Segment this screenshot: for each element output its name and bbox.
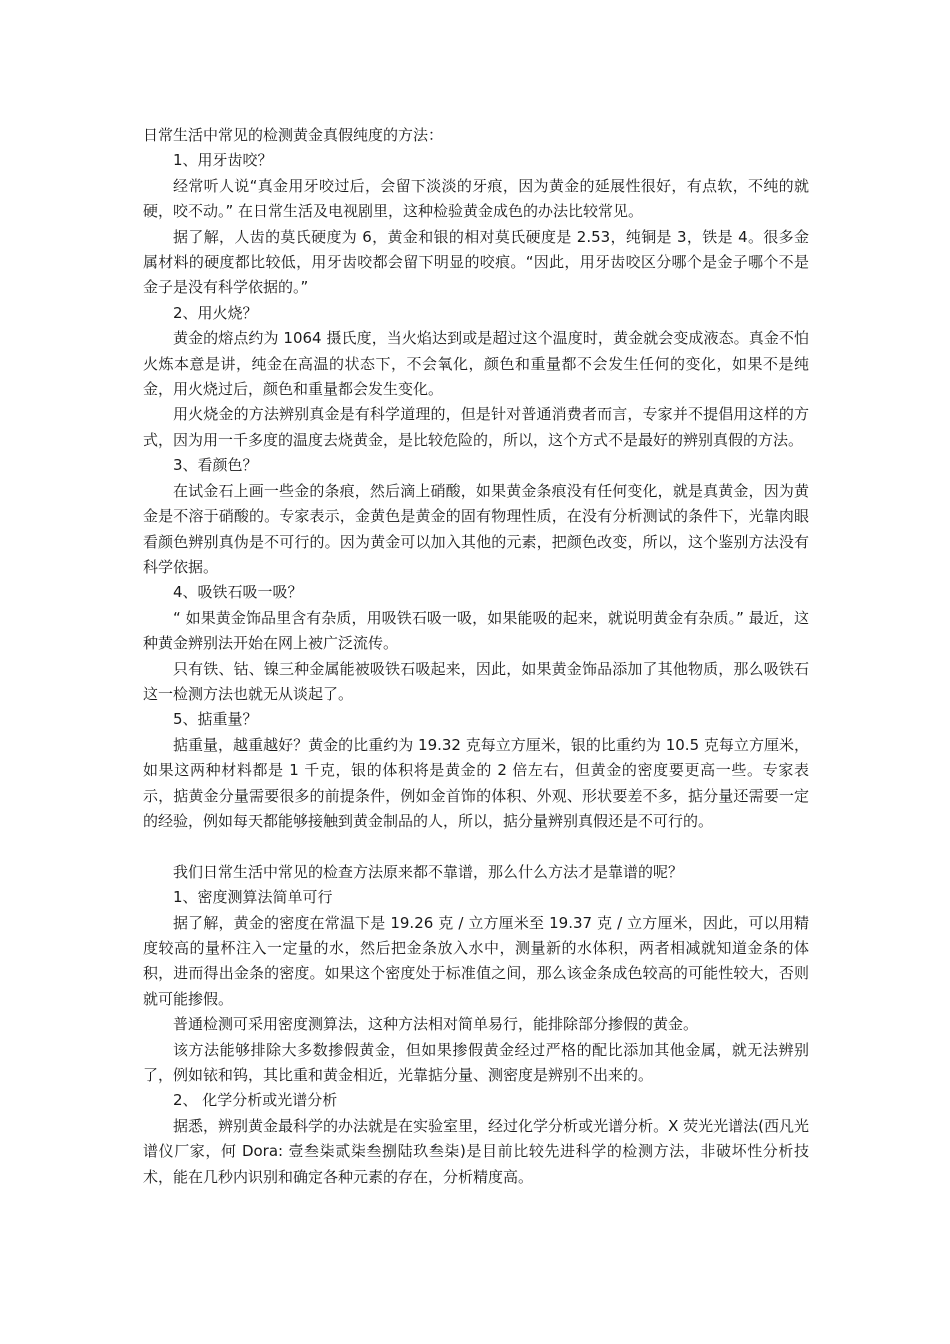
paragraph: 经常听人说“真金用牙咬过后，会留下淡淡的牙痕，因为黄金的延展性很好，有点软，不纯的就硬，咬不动。” 在日常生活及电视剧里，这种检验黄金成色的办法比较常见。 <box>143 176 809 221</box>
paragraph: 用火烧金的方法辨别真金是有科学道理的，但是针对普通消费者而言，专家并不提倡用这样的方式，因为用一千多度的温度去烧黄金，是比较危险的，所以，这个方式不是最好的辨别真假的方法。 <box>143 405 809 449</box>
method-title-fire: 2、用火烧？ <box>173 303 258 322</box>
section-heading: 日常生活中常见的检测黄金真假纯度的方法： <box>143 126 444 144</box>
section-heading: 我们日常生活中常见的检查方法原来都不靠谱，那么什么方法才是靠谱的呢？ <box>173 862 684 881</box>
paragraph: 据悉，辨别黄金最科学的办法就是在实验室里，经过化学分析或光谱分析。X 荧光光谱法(西凡光谱仪厂家，何 Dora: 壹叁柒贰柒叁捌陆玖叁柒)是目前比较先进科学的检测方法，非破坏性分析技术，能在几秒内识别和确定各种元素的存在，分析精度高。 <box>143 1116 809 1186</box>
document-body <box>143 123 809 1190</box>
paragraph: 该方法能够排除大多数掺假黄金，但如果掺假黄金经过严格的配比添加其他金属，就无法辨别了，例如铱和钨，其比重和黄金相近，光靠掂分量、测密度是辨别不出来的。 <box>143 1040 809 1085</box>
method-title-density: 1、密度测算法简单可行 <box>173 888 333 907</box>
method-title-weight: 5、掂重量？ <box>173 710 258 729</box>
blank-line <box>143 834 809 859</box>
method-title-spectral: 2、 化学分析或光谱分析 <box>173 1091 338 1110</box>
method-title-magnet: 4、吸铁石吸一吸？ <box>173 583 303 602</box>
paragraph: 在试金石上画一些金的条痕，然后滴上硝酸，如果黄金条痕没有任何变化，就是真黄金，因为黄金是不溶于硝酸的。专家表示，金黄色是黄金的固有物理性质，在没有分析测试的条件下，光靠肉眼看颜色辨别真伪是不可行的。因为黄金可以加入其他的元素，把颜色改变，所以，这个鉴别方法没有科学依据。 <box>143 481 809 576</box>
paragraph: 据了解，黄金的密度在常温下是 19.26 克 / 立方厘米至 19.37 克 / 立方厘米，因此，可以用精度较高的量杯注入一定量的水，然后把金条放入水中，测量新的水体积，两者相减就知道金条的体积，进而得出金条的密度。如果这个密度处于标准值之间，那么该金条成色较高的可能性较大，否则就可能掺假。 <box>143 913 809 1008</box>
paragraph: 据了解，人齿的莫氏硬度为 6，黄金和银的相对莫氏硬度是 2.53，纯铜是 3，铁是 4。很多金属材料的硬度都比较低，用牙齿咬都会留下明显的咬痕。“因此，用牙齿咬区分哪个是金子哪个不是金子是没有科学依据的。” <box>143 227 809 297</box>
method-title-bite: 1、用牙齿咬？ <box>173 151 273 170</box>
paragraph: 黄金的熔点约为 1064 摄氏度，当火焰达到或是超过这个温度时，黄金就会变成液态。真金不怕火炼本意是讲，纯金在高温的状态下，不会氧化，颜色和重量都不会发生任何的变化，如果不是纯金，用火烧过后，颜色和重量都会发生变化。 <box>143 329 809 399</box>
paragraph: 掂重量，越重越好？黄金的比重约为 19.32 克每立方厘米，银的比重约为 10.5 克每立方厘米，如果这两种材料都是 1 千克，银的体积将是黄金的 2 倍左右，但黄金的密度要更高一些。专家表示，掂黄金分量需要很多的前提条件，例如金首饰的体积、外观、形状要差不多，掂分量还需要一定的经验，例如每天都能够接触到黄金制品的人，所以，掂分量辨别真假还是不可行的。 <box>143 735 809 830</box>
paragraph: 只有铁、钴、镍三种金属能被吸铁石吸起来，因此，如果黄金饰品添加了其他物质，那么吸铁石这一检测方法也就无从谈起了。 <box>143 659 809 703</box>
method-title-color: 3、看颜色？ <box>173 456 258 475</box>
paragraph: 普通检测可采用密度测算法，这种方法相对简单易行，能排除部分掺假的黄金。 <box>173 1015 699 1034</box>
paragraph: “ 如果黄金饰品里含有杂质，用吸铁石吸一吸，如果能吸的起来，就说明黄金有杂质。” 最近，这种黄金辨别法开始在网上被广泛流传。 <box>143 608 809 653</box>
